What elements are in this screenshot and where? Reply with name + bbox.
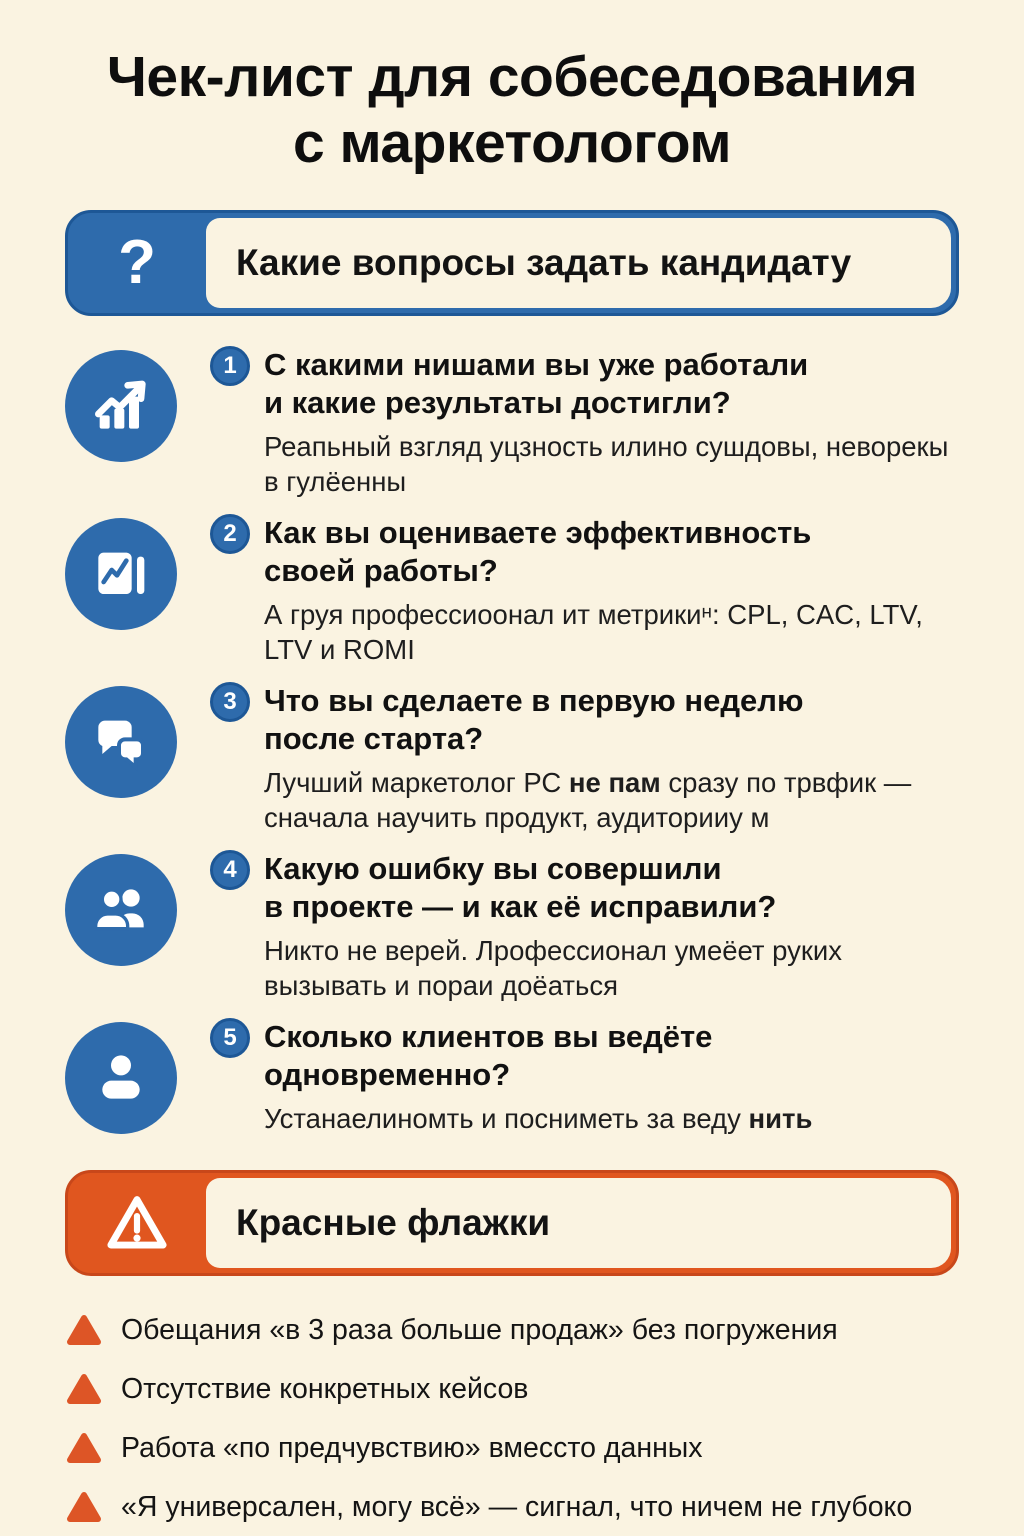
question-title: С какими нишами вы уже работали и какие результаты достигли?: [264, 347, 809, 421]
question-description: А груя профессиоонал ит метрикиᵸ: CPL, CAC, LTV, LTV и ROMI: [264, 599, 923, 666]
flag-triangle-icon: [64, 1371, 104, 1407]
question-item-body: [210, 850, 959, 1003]
list-item: [64, 1430, 960, 1466]
number-badge: 1: [210, 346, 250, 386]
list-item: [64, 1371, 960, 1407]
list-item: [65, 682, 959, 835]
question-item-body: [210, 1018, 959, 1136]
question-title: Как вы оцениваете эффективность своей работы?: [264, 515, 812, 589]
question-title: Что вы сделаете в первую неделю после старта?: [264, 683, 804, 757]
question-title: Сколько клиентов вы ведёте одновременно?: [264, 1019, 713, 1093]
red-flag-text: Работа «по предчувствию» вмессто данных: [121, 1431, 703, 1464]
person-icon: [65, 1022, 177, 1134]
red-flags-list: [64, 1312, 960, 1525]
team-icon: [65, 854, 177, 966]
question-description: Никто не верей. Лрофессионал умеёет руких вызывать и пораи доёаться: [264, 935, 843, 1002]
warning-triangle-icon: [68, 1173, 206, 1273]
flag-triangle-icon: [64, 1489, 104, 1525]
number-badge: 5: [210, 1018, 250, 1058]
page-title-line-2: с маркетологом: [292, 111, 731, 176]
list-item: [65, 850, 959, 1003]
question-item-body: [210, 682, 959, 835]
red-flags-section-header: [65, 1170, 959, 1276]
questions-header-panel: [206, 218, 951, 308]
list-item: [65, 514, 959, 667]
checklist-infographic: [0, 44, 1024, 1536]
red-flag-text: Отсутствие конкретных кейсов: [121, 1372, 529, 1405]
question-mark-icon: ?: [118, 228, 156, 298]
list-item: [64, 1489, 960, 1525]
flag-triangle-icon: [64, 1312, 104, 1348]
list-item: [65, 346, 959, 499]
question-item-body: [210, 346, 959, 499]
page-title: [18, 44, 1006, 176]
questions-section-header: [65, 210, 959, 316]
question-description: Устанаелиномть и посниметь за веду нить: [264, 1103, 813, 1135]
red-flags-header-panel: [206, 1178, 951, 1268]
page-title-line-1: Чек-лист для собеседования: [106, 45, 918, 109]
list-item: [64, 1312, 960, 1348]
questions-header-title: Какие вопросы задать кандидату: [236, 242, 852, 284]
list-item: [65, 1018, 959, 1136]
number-badge: 2: [210, 514, 250, 554]
question-description: Реапьный взгляд уцзность илино сушдовы, неворекы в гулёенны: [264, 431, 949, 498]
number-badge: 4: [210, 850, 250, 890]
red-flag-text: Обещания «в 3 раза больше продаж» без погружения: [121, 1313, 838, 1346]
report-chart-icon: [65, 518, 177, 630]
trend-chart-icon: [65, 350, 177, 462]
red-flag-text: «Я универсален, могу всё» — сигнал, что ничем не глубоко: [121, 1490, 913, 1523]
chat-bubbles-icon: [65, 686, 177, 798]
question-title: Какую ошибку вы совершили в проекте — и как её исправили?: [264, 851, 777, 925]
red-flags-header-title: Красные флажки: [236, 1202, 551, 1244]
number-badge: 3: [210, 682, 250, 722]
question-description: Лучший маркетолог РС не пам сразу по трвфик — сначала научить продукт, аудиторииу м: [264, 767, 912, 834]
question-item-body: [210, 514, 959, 667]
flag-triangle-icon: [64, 1430, 104, 1466]
questions-list: [65, 346, 959, 1136]
